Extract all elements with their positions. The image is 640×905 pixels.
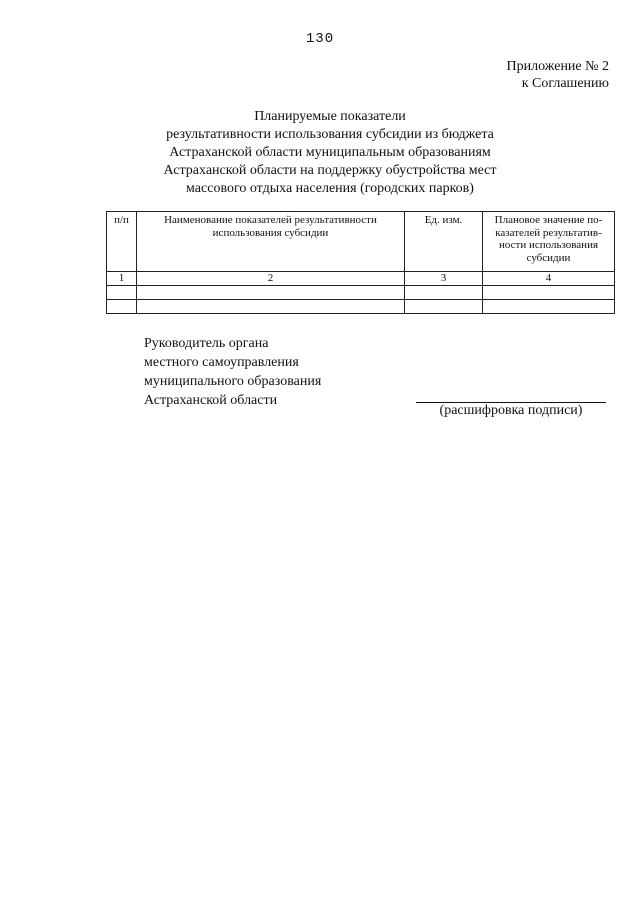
table-cell — [137, 286, 405, 300]
table-cell — [483, 300, 615, 314]
table-header-cell: Ед. изм. — [405, 212, 483, 272]
table-index-cell: 2 — [137, 272, 405, 286]
table-row — [107, 286, 615, 300]
title-line: Астраханской области муниципальным образованиям — [169, 145, 491, 160]
title-line: Астраханской области на поддержку обустройства мест — [163, 163, 497, 178]
table-index-cell: 4 — [483, 272, 615, 286]
table-header-cell: п/п — [107, 212, 137, 272]
signature-line: Руководитель органа — [144, 336, 269, 351]
table-index-cell: 3 — [405, 272, 483, 286]
table-header-cell: Наименование показателей результативности использования субсидии — [137, 212, 405, 272]
appendix-line: к Соглашению — [521, 76, 609, 91]
signature-line: местного самоуправления — [144, 355, 299, 370]
document-title — [90, 108, 570, 198]
table-row — [107, 300, 615, 314]
table-index-row — [107, 272, 615, 286]
table-cell — [405, 286, 483, 300]
appendix-reference — [507, 58, 610, 92]
title-line: массового отдыха населения (городских парков) — [186, 181, 474, 196]
appendix-line: Приложение № 2 — [506, 59, 609, 74]
table-cell — [405, 300, 483, 314]
indicators-table — [106, 211, 615, 314]
signature-line: Астраханской области — [144, 393, 278, 408]
title-line: Планируемые показатели — [254, 109, 406, 124]
page-number: 130 — [305, 31, 335, 47]
signature-caption: (расшифровка подписи) — [439, 403, 583, 418]
signature-line: муниципального образования — [144, 374, 322, 389]
table-cell — [137, 300, 405, 314]
table-index-cell: 1 — [107, 272, 137, 286]
table-header-row — [107, 212, 615, 272]
table-cell — [483, 286, 615, 300]
signature-block — [144, 334, 321, 410]
table-cell — [107, 286, 137, 300]
table-header-cell: Плановое значение по-казателей результатив-ности использования субсидии — [483, 212, 615, 272]
title-line: результативности использования субсидии из бюджета — [166, 127, 494, 142]
table-cell — [107, 300, 137, 314]
